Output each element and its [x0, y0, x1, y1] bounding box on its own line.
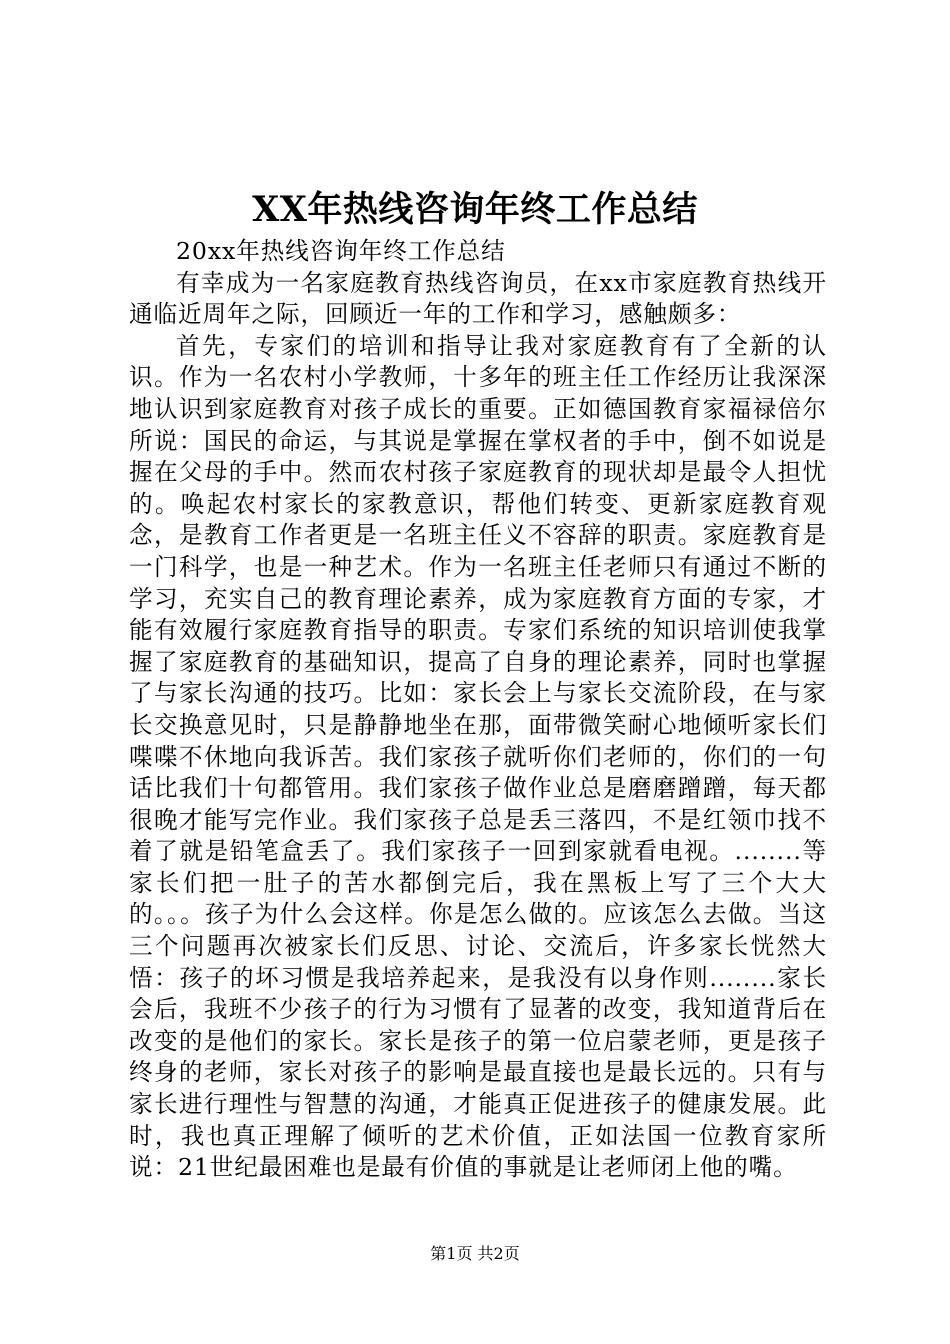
document-title: XX年热线咨询年终工作总结: [252, 189, 698, 230]
document-subtitle: 20xx年热线咨询年终工作总结: [176, 237, 506, 265]
page-number-footer: 第1页 共2页: [430, 1244, 520, 1263]
paragraph-main: 首先，专家们的培训和指导让我对家庭教育有了全新的认识。作为一名农村小学教师，十多年的班主任工作经历让我深深地认识到家庭教育对孩子成长的重要。正如德国教育家福禄倍尔所说：国民的命运，与其说是掌握在掌权者的手中，倒不如说是握在父母的手中。然而农村孩子家庭教育的现状却是最令人担忧的。唤起农村家长的家教意识，帮他们转变、更新家庭教育观念，是教育工作者更是一名班主任义不容辞的职责。家庭教育是一门科学，也是一种艺术。作为一名班主任老师只有通过不断的学习，充实自己的教育理论素养，成为家庭教育方面的专家，才能有效履行家庭教育指导的职责。专家们系统的知识培训使我掌握了家庭教育的基础知识，提高了自身的理论素养，同时也掌握了与家长沟通的技巧。比如：家长会上与家长交流阶段，在与家长交换意见时，只是静静地坐在那，面带微笑耐心地倾听家长们喋喋不休地向我诉苦。我们家孩子就听你们老师的，你们的一句话比我们十句都管用。我们家孩子做作业总是磨磨蹭蹭，每天都很晚才能写完作业。我们家孩子总是丢三落四，不是红领巾找不着了就是铅笔盒丢了。我们家孩子一回到家就看电视。........等家长们把一肚子的苦水都倒完后，我在黑板上写了三个大大的。。。孩子为什么会这样。你是怎么做的。应该怎么去做。当这三个问题再次被家长们反思、讨论、交流后，许多家长恍然大悟：孩子的坏习惯是我培养起来，是我没有以身作则........家长会后，我班不少孩子的行为习惯有了显著的改变，我知道背后在改变的是他们的家长。家长是孩子的第一位启蒙老师，更是孩子终身的老师，家长对孩子的影响是最直接也是最长远的。只有与家长进行理性与智慧的沟通，才能真正促进孩子的健康发展。此时，我也真正理解了倾听的艺术价值，正如法国一位教育家所说：21世纪最困难也是最有价值的事就是让老师闭上他的嘴。: [129, 331, 827, 1182]
document-body: [129, 236, 827, 1184]
paragraph-intro: 有幸成为一名家庭教育热线咨询员，在xx市家庭教育热线开通临近周年之际，回顾近一年的工作和学习，感触颇多：: [129, 268, 827, 329]
